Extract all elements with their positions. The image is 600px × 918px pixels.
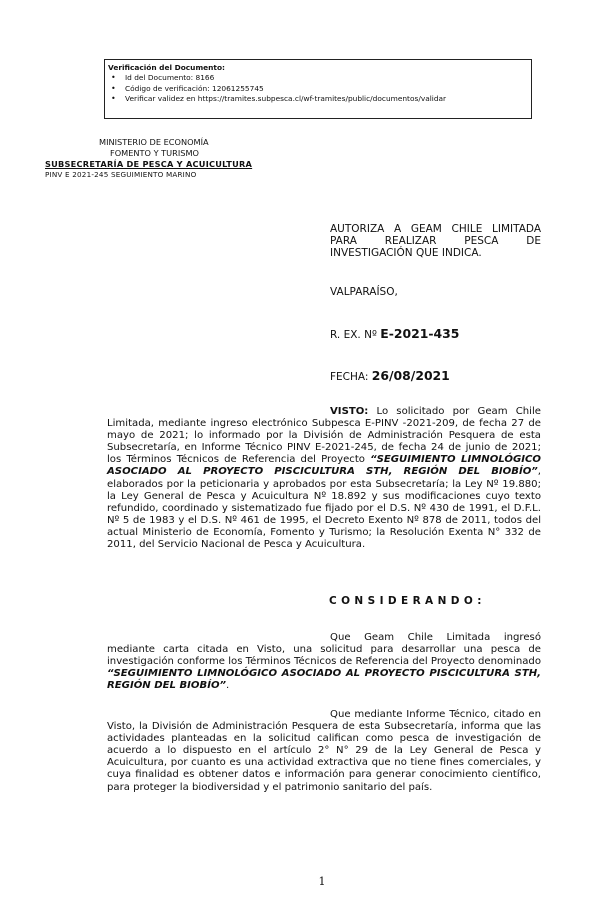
verification-title: Verificación del Documento: <box>108 63 225 72</box>
visto-text-b: , elaborados por la peticionaria y aprobados por esta Subsecretaría; la Ley Nº 19.880; la Ley General de Pesca y Acuicultura Nº 18.892 y sus modificaciones cuyo texto refundido, coordinado y sistematizado fue fijado por el D.S. Nº 430 de 1991, el D.F.L. Nº 5 de 1983 y el D.S. Nº 461 de 1995, el Decreto Exento Nº 878 de 2011, todos del actual Ministerio de Economía, Fomento y Turismo; la Resolución Exenta N° 332 de 2011, del Servicio Nacional de Pesca y Acuicultura. <box>107 466 541 551</box>
place: VALPARAÍSO, <box>330 286 398 298</box>
visto-paragraph <box>107 406 541 551</box>
verification-box <box>104 59 532 119</box>
verification-code: • Código de verificación: 12061255745 <box>125 84 525 94</box>
visto-label: VISTO: <box>330 406 369 417</box>
ministry-subname: FOMENTO Y TURISMO <box>110 148 199 158</box>
file-reference: PINV E 2021-245 SEGUIMIENTO MARINO <box>45 170 197 179</box>
considerando-heading: CONSIDERANDO: <box>329 595 486 607</box>
ministry-name: MINISTERIO DE ECONOMÍA <box>99 137 209 147</box>
resolution-date <box>330 368 450 383</box>
para2-text: Que mediante Informe Técnico, citado en Visto, la División de Administración Pesquera de esta Subsecretaría, informa que las actividades planteadas en la solicitud califican como pesca de investigación de acuerdo a lo dispuesto en el artículo 2° N° 29 de la Ley General de Pesca y Acuicultura, por cuanto es una actividad extractiva que no tiene fines comerciales, y cuya finalidad es obtener datos e información para generar conocimiento científico, para proteger la biodiversidad y el patrimonio sanitario del país. <box>107 709 541 793</box>
resolution-label: R. EX. Nº <box>330 329 377 341</box>
considerando-paragraph-2 <box>107 709 541 794</box>
resolution-number-value: E-2021-435 <box>380 326 460 341</box>
page-number: 1 <box>318 875 326 888</box>
para1-end: . <box>226 680 230 692</box>
para1-project-name: “SEGUIMIENTO LIMNOLÓGICO ASOCIADO AL PROYECTO PISCICULTURA STH, REGIÓN DEL BIOBÍO” <box>107 668 541 692</box>
ministry-header <box>0 137 600 187</box>
resolution-heading: AUTORIZA A GEAM CHILE LIMITADA PARA REALIZAR PESCA DE INVESTIGACIÓN QUE INDICA. <box>330 223 541 259</box>
verification-doc-id: • Id del Documento: 8166 <box>125 73 525 83</box>
para1-text: Que Geam Chile Limitada ingresó mediante carta citada en Visto, una solicitud para desarrollar una pesca de investigación conforme los Términos Técnicos de Referencia del Proyecto denominado <box>107 632 541 668</box>
subsecretaria-name: SUBSECRETARÍA DE PESCA Y ACUICULTURA <box>45 159 253 169</box>
considerando-paragraph-1 <box>107 632 541 692</box>
resolution-number <box>330 326 459 341</box>
date-value: 26/08/2021 <box>371 368 450 383</box>
visto-project-name: “SEGUIMIENTO LIMNOLÓGICO ASOCIADO AL PROYECTO PISCICULTURA STH, REGIÓN DEL BIOBÍO” <box>107 454 541 478</box>
date-label: FECHA: <box>330 371 369 383</box>
verification-list <box>125 73 525 104</box>
visto-text-a: Lo solicitado por Geam Chile Limitada, mediante ingreso electrónico Subpesca E-PINV -2021-209, de fecha 27 de mayo de 2021; lo informado por la División de Administración Pesquera de esta Subsecretaría, en Informe Técnico PINV E-2021-245, de fecha 24 de junio de 2021; los Términos Técnicos de Referencia del Proyecto <box>107 406 541 466</box>
verification-url[interactable]: • Verificar validez en https://tramites.subpesca.cl/wf-tramites/public/documentos/validar <box>125 94 525 104</box>
